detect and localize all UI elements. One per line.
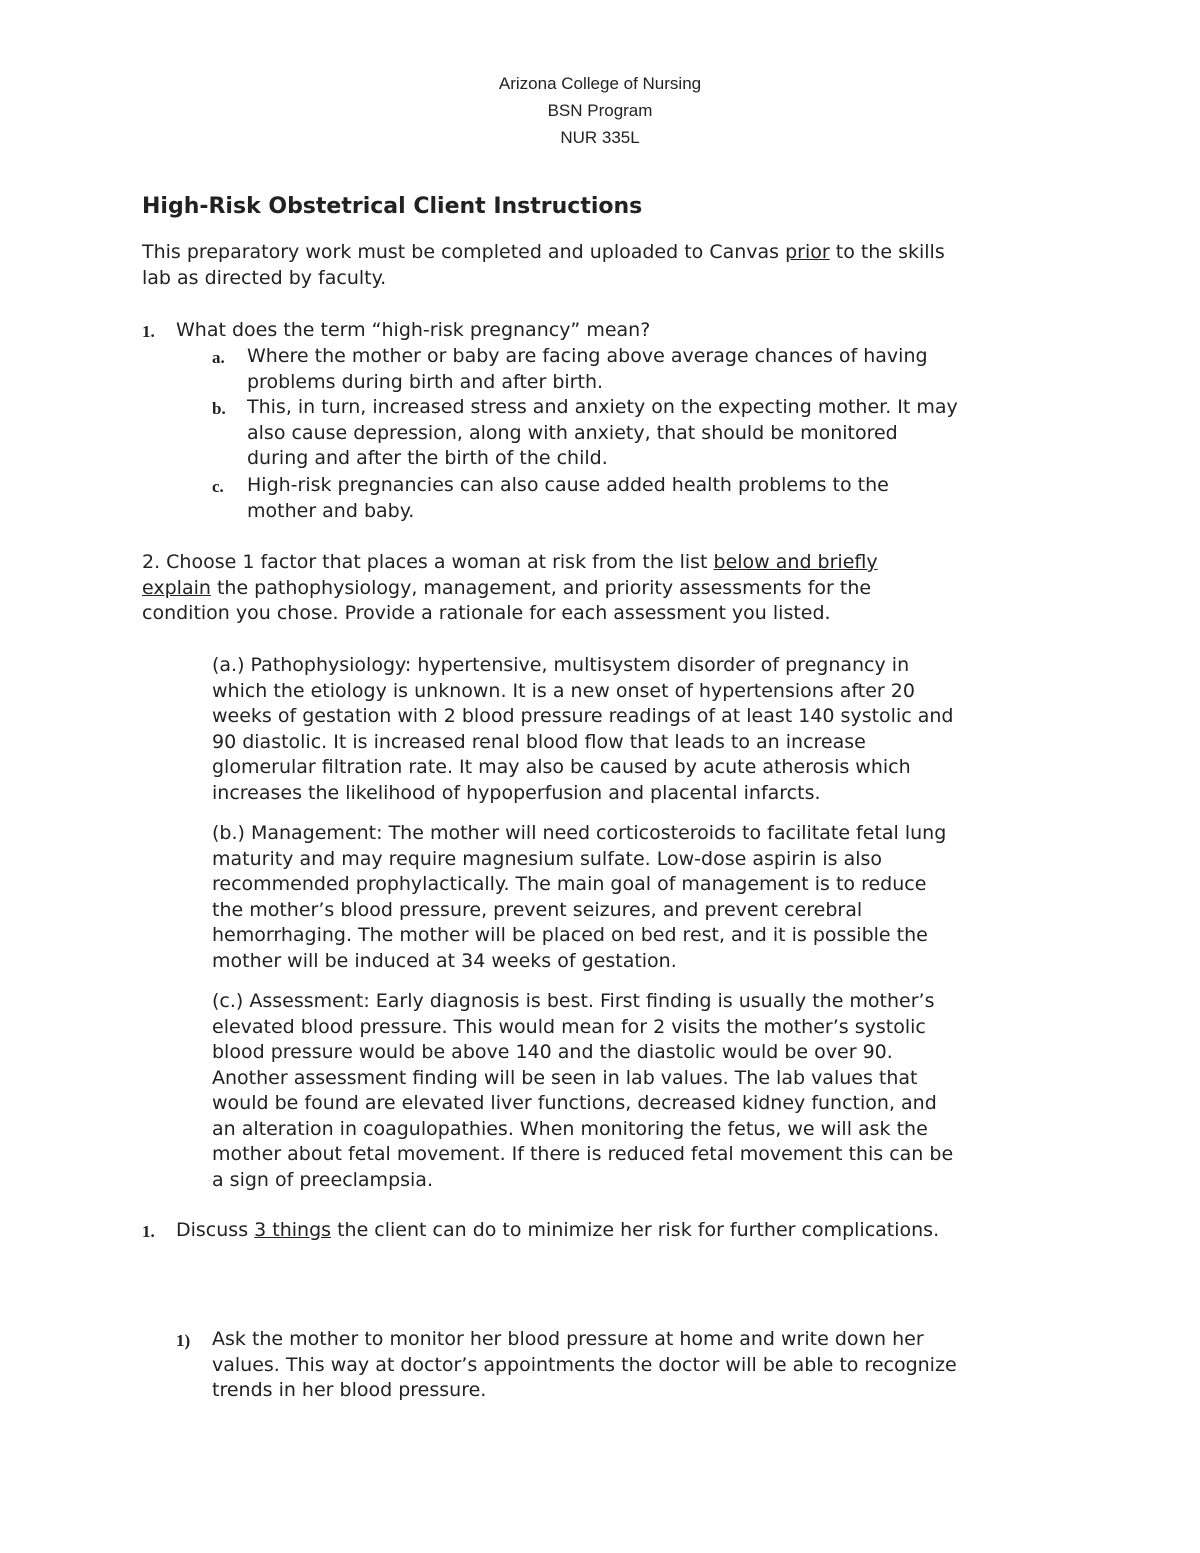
question-3-text-after: the client can do to minimize her risk for further complications.: [331, 1219, 940, 1241]
question-3-line: [176, 1218, 939, 1244]
intro-text-before: This preparatory work must be completed and uploaded to Canvas: [142, 241, 786, 263]
intro-underlined-text: prior: [785, 241, 830, 263]
intro-line-1: [142, 240, 945, 266]
pathophysiology-line: which the etiology is unknown. It is a new onset of hypertensions after 20: [212, 679, 915, 702]
question-2-line-1: [142, 550, 878, 576]
answer-a-line: problems during birth and after birth.: [247, 370, 604, 393]
question-1-line: What does the term “high-risk pregnancy” mean?: [176, 319, 651, 341]
question-3-text-before: Discuss: [176, 1219, 255, 1241]
assessment-line: (c.) Assessment: Early diagnosis is best. First finding is usually the mother’s: [212, 990, 935, 1012]
course-code: NUR 335L: [560, 128, 640, 147]
question-2-text-after: the pathophysiology, management, and priority assessments for the: [210, 576, 872, 599]
answer-c-text: [247, 473, 889, 524]
answer-b-line: also cause depression, along with anxiety, that should be monitored: [247, 421, 898, 444]
pathophysiology-line: glomerular filtration rate. It may also be caused by acute atherosis which: [212, 756, 911, 778]
answer-1-line: trends in her blood pressure.: [212, 1379, 487, 1401]
management-line: mother will be induced at 34 weeks of gestation.: [212, 949, 677, 972]
answer-1-marker: 1): [176, 1331, 191, 1350]
document-title: High-Risk Obstetrical Client Instructions: [142, 194, 643, 219]
answer-c-line: High-risk pregnancies can also cause added health problems to the: [247, 474, 889, 496]
question-2-underlined-text: below and briefly: [713, 551, 878, 573]
question-3-text: [176, 1218, 939, 1244]
management-line: recommended prophylactically. The main goal of management is to reduce: [212, 873, 927, 895]
management-line: hemorrhaging. The mother will be placed on bed rest, and it is possible the: [212, 924, 928, 946]
program-name: BSN Program: [547, 101, 653, 120]
institution-name: Arizona College of Nursing: [498, 74, 702, 93]
intro-line-2: lab as directed by faculty.: [142, 266, 387, 289]
question-2-line-3: condition you chose. Provide a rationale for each assessment you listed.: [142, 602, 831, 624]
assessment-line: an alteration in coagulopathies. When monitoring the fetus, we will ask the: [212, 1117, 928, 1140]
assessment-line: Another assessment finding will be seen in lab values. The lab values that: [212, 1066, 918, 1089]
management-line: (b.) Management: The mother will need corticosteroids to facilitate fetal lung: [212, 822, 947, 844]
question-3-underlined-text: 3 things: [254, 1219, 332, 1241]
answer-1-line: values. This way at doctor’s appointments the doctor will be able to recognize: [212, 1353, 957, 1376]
answer-b-text: [247, 395, 958, 472]
intro-paragraph: [142, 240, 945, 291]
question-2-text-before: 2. Choose 1 factor that places a woman at risk from the list: [142, 551, 714, 573]
pathophysiology-line: 90 diastolic. It is increased renal blood flow that leads to an increase: [212, 730, 866, 753]
intro-text-after: to the skills: [829, 241, 945, 263]
assessment-line: would be found are elevated liver functions, decreased kidney function, and: [212, 1092, 937, 1114]
question-1-text: [176, 318, 650, 344]
question-2-underlined-text: explain: [142, 576, 211, 599]
pathophysiology-line: (a.) Pathophysiology: hypertensive, multisystem disorder of pregnancy in: [212, 654, 910, 676]
question-1-marker: 1.: [142, 322, 155, 341]
answer-b-line: during and after the birth of the child.: [247, 447, 608, 469]
management-paragraph: [212, 821, 946, 974]
answer-1-line: Ask the mother to monitor her blood pressure at home and write down her: [212, 1328, 924, 1350]
answer-c-line: mother and baby.: [247, 499, 415, 522]
answer-1-text: [212, 1327, 957, 1404]
question-3-marker: 1.: [142, 1222, 155, 1241]
question-2-line-2: [142, 576, 878, 602]
answer-a-line: Where the mother or baby are facing above average chances of having: [247, 345, 928, 367]
pathophysiology-line: increases the likelihood of hypoperfusion and placental infarcts.: [212, 781, 821, 804]
pathophysiology-line: weeks of gestation with 2 blood pressure readings of at least 140 systolic and: [212, 705, 954, 727]
answer-b-marker: b.: [212, 399, 226, 418]
assessment-line: mother about fetal movement. If there is reduced fetal movement this can be: [212, 1143, 954, 1165]
answer-a-marker: a.: [212, 348, 225, 367]
answer-a-text: [247, 344, 928, 395]
assessment-line: elevated blood pressure. This would mean for 2 visits the mother’s systolic: [212, 1015, 926, 1038]
answer-c-marker: c.: [212, 477, 224, 496]
pathophysiology-paragraph: [212, 653, 953, 806]
assessment-line: a sign of preeclampsia.: [212, 1168, 433, 1191]
answer-b-line: This, in turn, increased stress and anxiety on the expecting mother. It may: [247, 396, 958, 418]
management-line: maturity and may require magnesium sulfate. Low-dose aspirin is also: [212, 847, 883, 870]
assessment-line: blood pressure would be above 140 and the diastolic would be over 90.: [212, 1041, 893, 1063]
question-2-text: [142, 550, 878, 627]
assessment-paragraph: [212, 989, 953, 1193]
management-line: the mother’s blood pressure, prevent seizures, and prevent cerebral: [212, 898, 863, 921]
